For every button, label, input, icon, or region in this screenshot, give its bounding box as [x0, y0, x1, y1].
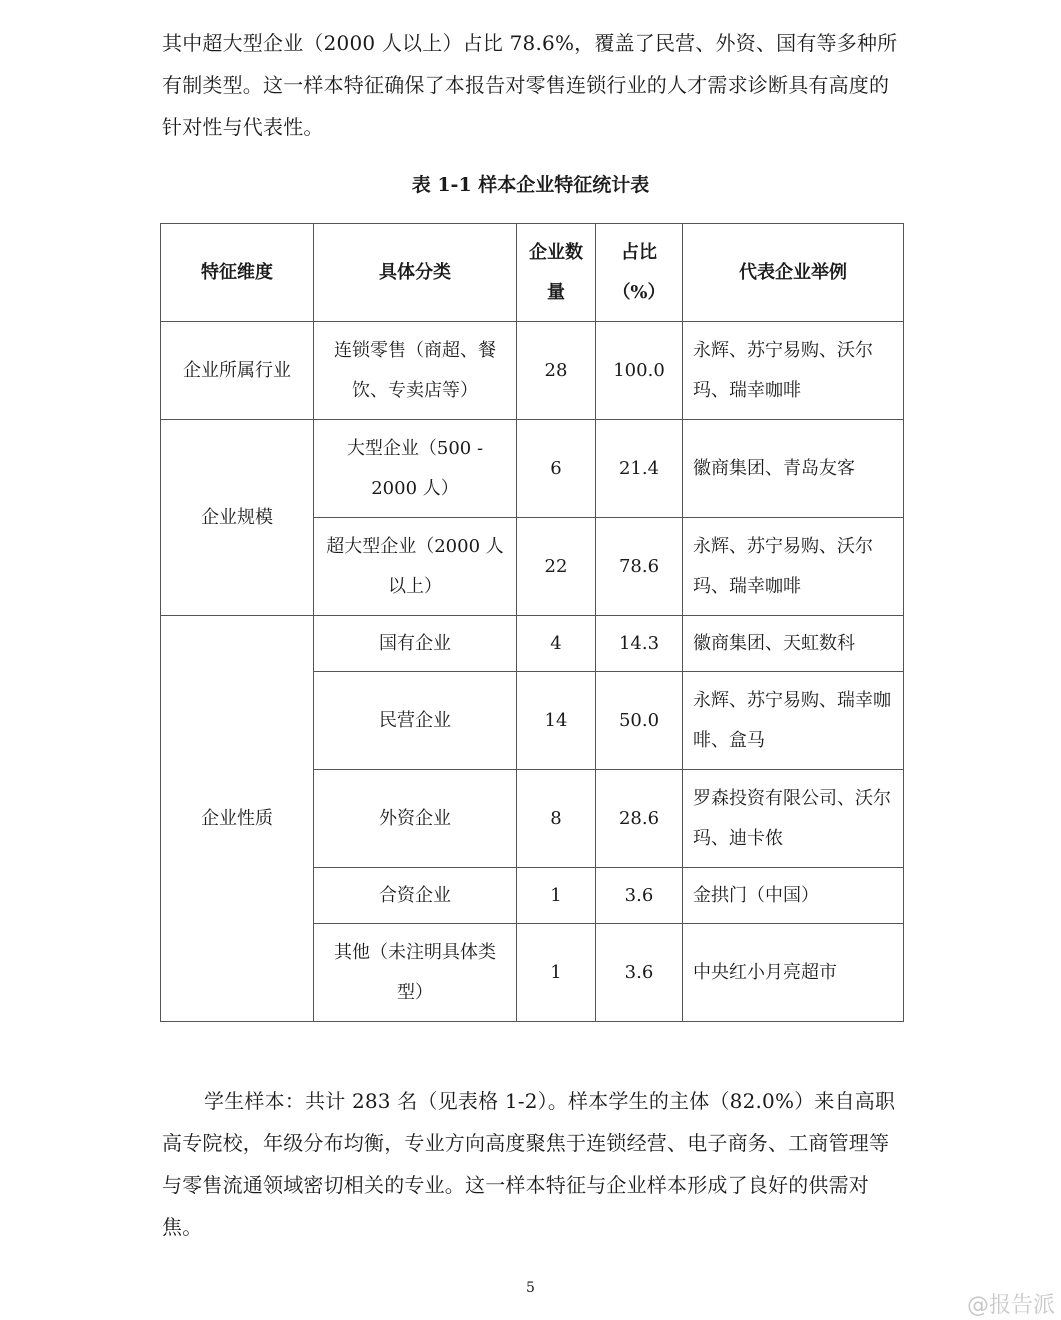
enterprise-sample-table	[160, 223, 904, 1022]
dimension-cell: 企业性质	[161, 616, 314, 1022]
intro-paragraph-text: 其中超大型企业（2000 人以上）占比 78.6%，覆盖了民营、外资、国有等多种所有制类型。这一样本特征确保了本报告对零售连锁行业的人才需求诊断具有高度的针对性与代表性。	[162, 31, 898, 139]
examples-cell: 永辉、苏宁易购、沃尔玛、瑞幸咖啡	[683, 322, 904, 420]
page-number: 5	[526, 1280, 535, 1296]
header-examples: 代表企业举例	[683, 224, 904, 322]
category-cell: 超大型企业（2000 人以上）	[314, 518, 517, 616]
percent-cell: 21.4	[596, 420, 683, 518]
count-cell: 6	[517, 420, 596, 518]
category-cell: 大型企业（500 - 2000 人）	[314, 420, 517, 518]
count-cell: 1	[517, 868, 596, 924]
category-cell: 合资企业	[314, 868, 517, 924]
count-cell: 22	[517, 518, 596, 616]
count-cell: 1	[517, 924, 596, 1022]
dimension-cell: 企业所属行业	[161, 322, 314, 420]
percent-cell: 50.0	[596, 672, 683, 770]
table-header-row	[161, 224, 904, 322]
table-row	[161, 616, 904, 672]
category-cell: 民营企业	[314, 672, 517, 770]
examples-cell: 徽商集团、天虹数科	[683, 616, 904, 672]
examples-cell: 永辉、苏宁易购、沃尔玛、瑞幸咖啡	[683, 518, 904, 616]
count-cell: 14	[517, 672, 596, 770]
examples-cell: 永辉、苏宁易购、瑞幸咖啡、盒马	[683, 672, 904, 770]
intro-paragraph	[162, 22, 902, 148]
student-paragraph-text: 学生样本：共计 283 名（见表格 1-2）。样本学生的主体（82.0%）来自高职高专院校，年级分布均衡，专业方向高度聚焦于连锁经营、电子商务、工商管理等与零售流通领域密切相关的专业。这一样本特征与企业样本形成了良好的供需对焦。	[162, 1089, 896, 1239]
header-count: 企业数量	[517, 224, 596, 322]
examples-cell: 中央红小月亮超市	[683, 924, 904, 1022]
table-row	[161, 322, 904, 420]
count-cell: 4	[517, 616, 596, 672]
percent-cell: 28.6	[596, 770, 683, 868]
category-cell: 连锁零售（商超、餐饮、专卖店等）	[314, 322, 517, 420]
dimension-cell: 企业规模	[161, 420, 314, 616]
category-cell: 国有企业	[314, 616, 517, 672]
percent-cell: 14.3	[596, 616, 683, 672]
examples-cell: 罗森投资有限公司、沃尔玛、迪卡侬	[683, 770, 904, 868]
category-cell: 其他（未注明具体类型）	[314, 924, 517, 1022]
category-cell: 外资企业	[314, 770, 517, 868]
count-cell: 8	[517, 770, 596, 868]
header-category: 具体分类	[314, 224, 517, 322]
table-row	[161, 420, 904, 518]
table-caption: 表 1-1 样本企业特征统计表	[411, 174, 650, 196]
percent-cell: 100.0	[596, 322, 683, 420]
percent-cell: 3.6	[596, 868, 683, 924]
examples-cell: 徽商集团、青岛友客	[683, 420, 904, 518]
percent-cell: 3.6	[596, 924, 683, 1022]
header-dimension: 特征维度	[161, 224, 314, 322]
student-paragraph	[162, 1080, 902, 1248]
header-percent: 占比（%）	[596, 224, 683, 322]
count-cell: 28	[517, 322, 596, 420]
watermark: @报告派	[966, 1293, 1055, 1318]
examples-cell: 金拱门（中国）	[683, 868, 904, 924]
percent-cell: 78.6	[596, 518, 683, 616]
